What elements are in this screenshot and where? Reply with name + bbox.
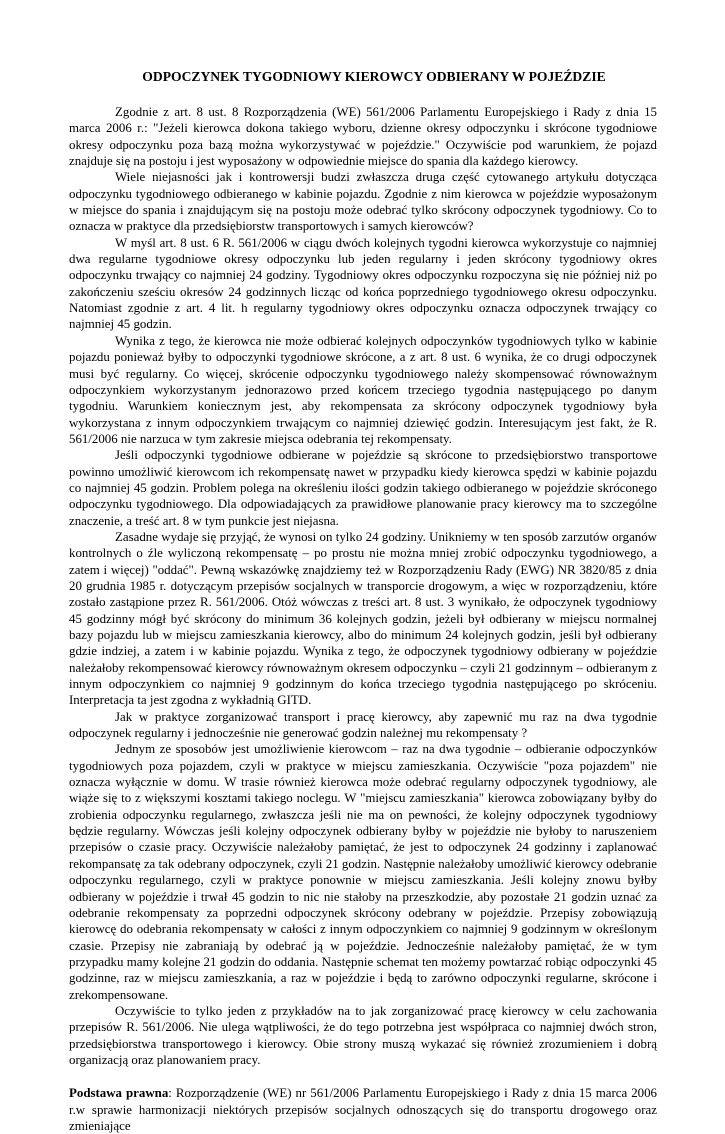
paragraph-2: Wiele niejasności jak i kontrowersji budzi zwłaszcza druga część cytowanego artykułu dotycząca odpoczynku tygodniowego odbieranego w kabinie pojazdu. Zgodnie z nim kierowca w pojeździe wyposażonym w miejsce do spania i znajdującym się na postoju może odebrać tylko skrócony odpoczynek tygodniowy. Co to oznacza w praktyce dla przedsiębiorstw transportowych i samych kierowców? <box>69 170 657 234</box>
paragraph-6: Zasadne wydaje się przyjąć, że wynosi on tylko 24 godziny. Unikniemy w ten sposób zarzutów organów kontrolnych o źle wyliczoną rekompensatę – po prostu nie można mniej zrobić odpoczynku tygodniowego, a zatem i więcej) "oddać". Pewną wskazówkę znajdziemy też w Rozporządzeniu Rady (EWG) NR 3820/85 z dnia 20 grudnia 1985 r. dotyczącym przepisów socjalnych w transporcie drogowym, a więc w rozporządzeniu, które zostało zastąpione przez R. 561/2006. Otóż wówczas z treści art. 8 ust. 3 wynikało, że odpoczynek tygodniowy 45 godzinny mógł być skrócony do minimum 36 kolejnych godzin, jeżeli był odbierany w miejscu normalnej bazy pojazdu lub w miejscu zamieszkania kierowcy, albo do minimum 24 kolejnych godzin, jeśli był odbierany gdzie indziej, a zatem i w kabinie pojazdu. Wynika z tego, że odpoczynek tygodniowy odbierany w pojeździe należałoby rekompensować kierowcy równoważnym okresem odpoczynku – czyli 21 godzinnym – odbieranym z innym odpoczynkiem co najmniej 9 godzinnym do końca trzeciego tygodnia następującego po skróceniu. Interpretacja ta jest zgodna z wykładnią GITD. <box>69 529 657 708</box>
paragraph-1: Zgodnie z art. 8 ust. 8 Rozporządzenia (WE) 561/2006 Parlamentu Europejskiego i Rady z dnia 15 marca 2006 r.: "Jeżeli kierowca dokona takiego wyboru, dzienne okresy odpoczynku i skrócone tygodniowe okresy odpoczynku poza bazą można wykorzystywać w pojeździe." Oczywiście pod warunkiem, że pojazd znajduje się na postoju i jest wyposażony w odpowiednie miejsce do spania dla każdego kierowcy. <box>69 105 657 169</box>
paragraph-3: W myśl art. 8 ust. 6 R. 561/2006 w ciągu dwóch kolejnych tygodni kierowca wykorzystuje co najmniej dwa regularne tygodniowe okresy odpoczynku lub jeden regularny i jeden skrócony tygodniowy okres odpoczynku trwający co najmniej 24 godziny. Tygodniowy okres odpoczynku rozpoczyna się nie później niż po zakończeniu sześciu okresów 24 godzinnych licząc od końca poprzedniego tygodniowego okresu odpoczynku. Natomiast zgodnie z art. 4 lit. h regularny tygodniowy okres odpoczynku oznacza odpoczynek trwający co najmniej 45 godzin. <box>69 235 657 332</box>
document-title: ODPOCZYNEK TYGODNIOWY KIEROWCY ODBIERANY W POJEŹDZIE <box>142 69 606 84</box>
paragraph-8: Jednym ze sposobów jest umożliwienie kierowcom – raz na dwa tygodnie – odbieranie odpoczynków tygodniowych poza pojazdem, czyli w praktyce w miejscu zamieszkania. Oczywiście "poza pojazdem" nie oznacza wyłącznie w domu. W trasie również kierowca może odebrać regularny odpoczynek tygodniowy, ale wiąże się to z większymi kosztami takiego noclegu. W "miejscu zamieszkania" kierowca zobowiązany byłby do zrobienia odpoczynku regularnego, zwłaszcza jeśli nie ma on pewności, że kolejny odpoczynek tygodniowy będzie regularny. Wówczas jeśli kolejny odpoczynek odbierany byłby w pojeździe nie byłoby to naruszeniem przepisów o czasie pracy. Oczywiście należałoby pamiętać, że jest to odpoczynek 24 godzinny i zaplanować rekompansatę za tak odebrany odpoczynek, czyli 21 godzin. Następnie należałoby umożliwić kierowcy odebranie odpoczynku regularnego, czyli w praktyce ponownie w miejscu zamieszkania. Jeśli kolejny znowu byłby odbierany w pojeździe i trwał 45 godzin to nic nie stałoby na przeszkodzie, aby pozostałe 21 godzin uznać za odebranie rekompensaty za poprzedni odpoczynek skrócony odebrany w pojeździe. Przepisy zobowiązują kierowcę do odebrania rekompensaty w całości z innym odpoczynkiem co najmniej 9 godzinnym w określonym czasie. Przepisy nie zabraniają by odebrać ją w pojeździe. Jednocześnie należałoby pamiętać, że w tym przypadku mamy kolejne 21 godzin do oddania. Następnie schemat ten możemy powtarzać robiąc odpoczynki 45 godzinne, raz w miejscu zamieszkania, a raz w pojeździe i będą to zarówno odpoczynki regularne, skrócone i zrekompensowane. <box>69 742 657 1002</box>
paragraph-7: Jak w praktyce zorganizować transport i pracę kierowcy, aby zapewnić mu raz na dwa tygodnie odpoczynek regularny i jednocześnie nie generować godzin należnej mu rekompensaty ? <box>69 709 657 741</box>
legal-basis-text: : Rozporządzenie (WE) nr 561/2006 Parlamentu Europejskiego i Rady z dnia 15 marca 2006 r.w sprawie harmonizacji niektórych przepisów socjalnych odnoszących się do transportu drogowego oraz zmieniające <box>69 1086 657 1133</box>
legal-basis <box>69 1085 657 1134</box>
paragraph-5: Jeśli odpoczynki tygodniowe odbierane w pojeździe są skrócone to przedsiębiorstwo transportowe powinno umożliwić kierowcom ich rekompensatę nawet w przypadku kiedy kierowca spędzi w kabinie pojazdu co najmniej 45 godzin. Problem polega na określeniu ilości godzin takiego odbieranego w pojeździe skróconego odpoczynku tygodniowego. Dla odpowiadających za prawidłowe planowanie pracy kierowcy ma to szczególne znaczenie, a treść art. 8 w tym punkcie jest niejasna. <box>69 448 657 528</box>
paragraph-4: Wynika z tego, że kierowca nie może odbierać kolejnych odpoczynków tygodniowych tylko w kabinie pojazdu ponieważ byłby to odpoczynki tygodniowe skrócone, a z art. 8 ust. 6 wynika, że co drugi odpoczynek musi być regularny. Co więcej, skrócenie odpoczynku tygodniowego należy skompensować równoważnym odpoczynkiem wykorzystanym jednorazowo przed końcem trzeciego tygodnia następującego po danym tygodniu. Warunkiem koniecznym jest, aby rekompensata za skrócony odpoczynek tygodniowy była wykorzystana z innym odpoczynkiem trwającym co najmniej dziewięć godzin. Interesującym jest fakt, że R. 561/2006 nie narzuca w tym zakresie miejsca odebrania tej rekompensaty. <box>69 333 657 446</box>
legal-basis-label: Podstawa prawna <box>69 1086 169 1101</box>
paragraph-9: Oczywiście to tylko jeden z przykładów na to jak zorganizować pracę kierowcy w celu zachowania przepisów R. 561/2006. Nie ulega wątpliwości, że do tego potrzebna jest współpraca co najmniej dwóch stron, przedsiębiorstwa transportowego i kierowcy. Obie strony muszą wykazać się również zrozumieniem i dobrą organizacją oraz planowaniem pracy. <box>69 1003 657 1067</box>
